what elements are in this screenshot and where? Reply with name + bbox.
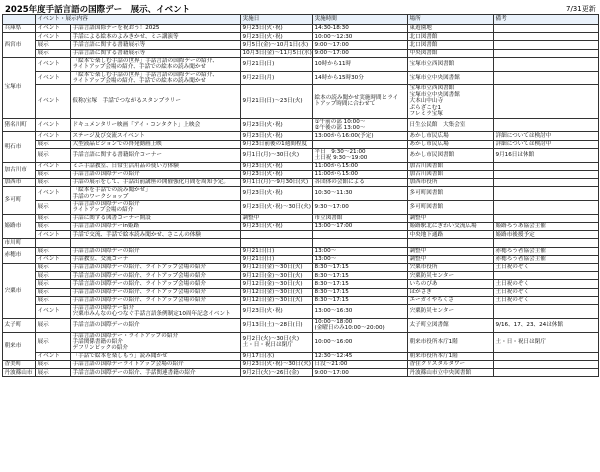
note-cell: 詳細については検討中 (494, 132, 599, 140)
table-row (3, 187, 599, 201)
date-cell: 9月21日(日) (241, 255, 313, 263)
place-cell: 加古川図書館 (408, 170, 494, 178)
content-cell (71, 57, 241, 71)
place-cell (408, 239, 494, 247)
note-cell (494, 304, 599, 318)
content-cell: 手話言語の国際デーの紹介、手話関連書籍の紹介 (71, 369, 241, 377)
date-cell: 9月23日(火･祝)～30日(火) (242, 361, 311, 368)
place-line: 宝塚市立西図書館 (409, 85, 455, 92)
note-cell (494, 214, 599, 222)
place-cell: 姫路駅北にぎわい交流広場 (408, 223, 494, 231)
time-cell (313, 231, 408, 239)
content-cell: 「手話で絵本を楽しもう」読み聞かせ (71, 352, 241, 360)
time-cell: 10:30～11:30 (313, 187, 408, 201)
date-cell (241, 231, 313, 239)
note-cell: 赤穂ろう者協会主催 (494, 255, 599, 263)
place-cell (408, 85, 494, 118)
time-cell: 9:00～17:00 (313, 369, 408, 377)
date-cell: 9月12日(金)～30日(火) (241, 288, 313, 296)
header-municipality (3, 15, 36, 25)
content-cell (71, 187, 241, 201)
content-cell: 手話言語に関する書籍展示等 (71, 41, 241, 49)
type-cell: イベント (36, 118, 71, 132)
type-cell: 展示 (36, 280, 71, 288)
note-cell: 詳細については検討中 (494, 140, 599, 148)
type-cell: 展示 (36, 178, 71, 186)
date-cell: 9月23日(火･祝) (241, 33, 313, 41)
place-cell: 香住クリスタルタワー (408, 361, 494, 369)
page-title: 2025年度手話言語の国際デー 展示、イベント (5, 5, 191, 15)
municipality-cell: 赤穂市 (3, 247, 36, 263)
note-cell: 土日祝のぞく (494, 280, 599, 288)
time-cell: 8:30～17:15 (313, 272, 408, 280)
note-cell (494, 41, 599, 49)
table-row (3, 296, 599, 304)
table-row (3, 288, 599, 296)
type-cell: 展示 (36, 49, 71, 57)
type-cell: 展示 (36, 288, 71, 296)
time-cell: 日没～21:00 (313, 361, 408, 369)
place-cell: 多可町図書館 (408, 201, 494, 215)
type-cell: イベント (36, 85, 71, 118)
type-cell: 展示 (36, 318, 71, 332)
time-cell (313, 118, 408, 132)
content-line: ライトアップ会場の紹介、手話での絵本の読み聞かせ (72, 78, 207, 85)
date-cell: 9月23日(火･祝) (241, 25, 313, 33)
time-cell: 8:30～17:15 (313, 288, 408, 296)
content-line: デフリンピックの紹介 (72, 345, 128, 352)
header-date: 実施日 (241, 15, 313, 25)
date-cell: 9月23日(火･祝) (241, 162, 313, 170)
type-cell: イベント (36, 304, 71, 318)
content-line: 「絵本で楽しむ手話の世界」手話言語の国際デーの紹介、 (72, 71, 218, 78)
municipality-cell: 姫路市 (3, 214, 36, 239)
time-cell: 8:30～17:15 (313, 280, 408, 288)
content-line: 宍粟市みんなの心つなぐ手話言語条例制定10周年記念イベント (72, 311, 231, 318)
type-cell: イベント (36, 187, 71, 201)
time-line: 絵本の読み聞かせ実施時間とライ (314, 95, 399, 102)
place-cell: 太子町立図書館 (408, 318, 494, 332)
date-line: 土・日・祝日は閉庁 (242, 342, 293, 349)
place-cell: あかし市民広場 (408, 140, 494, 148)
place-cell: 調整中 (408, 214, 494, 222)
table-row (3, 148, 599, 162)
place-cell: 北口図書館 (408, 41, 494, 49)
content-cell: 手話の展示をして、手話出前講座の開催強化月間を周知予定。 (71, 178, 241, 186)
content-cell (71, 304, 241, 318)
note-cell (494, 118, 599, 132)
time-line: ②午後の部 13:00～ (314, 124, 366, 131)
content-cell: ステージ及び交流スイベント (71, 132, 241, 140)
note-cell (494, 178, 599, 186)
place-cell: はがさぎ (408, 288, 494, 296)
place-line: ぷらざこむ1 (409, 104, 442, 111)
events-table (2, 14, 599, 377)
table-row (3, 201, 599, 215)
municipality-cell: 太子町 (3, 318, 36, 332)
place-line: フレミラ宝塚 (409, 111, 443, 118)
note-cell (494, 33, 599, 41)
time-cell: 13:00～17:00 (313, 223, 408, 231)
note-cell (494, 57, 599, 71)
place-cell: あかし市民図書館 (408, 148, 494, 162)
place-cell: 加西市役所 (408, 178, 494, 186)
time-cell (313, 140, 408, 148)
date-cell: 9月23日(火･祝) (241, 170, 313, 178)
type-cell: 展示 (36, 148, 71, 162)
municipality-cell: 宍粟市 (3, 263, 36, 318)
time-cell: 13:00～ (313, 247, 408, 255)
content-line: 「絵本を手話での読み聞かせ」 (72, 187, 151, 194)
table-row (3, 57, 599, 71)
table-row (3, 170, 599, 178)
content-line: 「絵本で楽しむ手話の世界」手話言語の国際デーの紹介、 (72, 57, 218, 64)
type-cell: イベント (36, 231, 71, 239)
note-cell: 姫路市後援予定 (494, 231, 599, 239)
content-cell: 手話言語の国際デーの紹介、ライトアップ会場の紹介 (71, 296, 241, 304)
type-cell: 展示 (36, 214, 71, 222)
table-header-row (3, 15, 599, 25)
place-line: 宝塚市立中央図書館 (409, 91, 460, 98)
content-cell (71, 332, 241, 352)
content-line: 手話のワークショップ (72, 193, 129, 200)
place-cell: 中央地下通路 (408, 231, 494, 239)
time-line: 土日祝 9:30～19:00 (314, 155, 368, 162)
time-cell (313, 148, 408, 162)
header-place: 場所 (408, 15, 494, 25)
municipality-cell: 朝来市 (3, 332, 36, 360)
table-row (3, 272, 599, 280)
date-line: 9月2日(火)～30日(火) (242, 335, 300, 342)
type-cell (36, 239, 71, 247)
place-cell: 東遊園地 (408, 25, 494, 33)
type-cell: 展示 (36, 272, 71, 280)
place-cell: 宍粟市役所 (408, 263, 494, 271)
table-row (3, 255, 599, 263)
content-cell: 手話言語の国際デーの紹介 (71, 247, 241, 255)
content-cell: 手話による絵本のよみきかせ、ミニ講演等 (71, 33, 241, 41)
note-cell (494, 201, 599, 215)
date-cell (241, 239, 313, 247)
table-row (3, 178, 599, 186)
date-cell: 9月23日(火･祝)～30日(火) (241, 201, 313, 215)
table-row (3, 223, 599, 231)
content-cell: 手話言語に関する書籍紹介コーナー (71, 148, 241, 162)
date-cell: 9月23日(火･祝) (241, 223, 313, 231)
time-cell: 11:00から15:00 (313, 162, 408, 170)
header-note: 備考 (494, 15, 599, 25)
date-cell: 9月12日(金)～30日(火) (241, 296, 313, 304)
table-row (3, 25, 599, 33)
content-cell: 手話言語の国際デーの紹介、ライトアップ会場の紹介 (71, 272, 241, 280)
content-cell: ドキュメンタリー映画「アイ・コンタクト」上映会 (71, 118, 241, 132)
table-row (3, 318, 599, 332)
content-line: ライトアップ会場の紹介、手話での絵本の読み聞かせ (72, 64, 207, 71)
place-cell: 宍粟防災センター (408, 304, 494, 318)
date-cell: 9月21日(日)～23日(火) (241, 85, 313, 118)
time-cell: 13:00から16:00(予定) (313, 132, 408, 140)
type-cell: イベント (36, 162, 71, 170)
type-cell: イベント (36, 71, 71, 85)
type-cell: イベント (36, 352, 71, 360)
note-cell (494, 71, 599, 85)
content-cell: ミニ手話教室、日常生活用品の使い方体験 (71, 162, 241, 170)
note-cell (494, 49, 599, 57)
note-cell (494, 272, 599, 280)
type-cell: イベント (36, 132, 71, 140)
note-cell (494, 25, 599, 33)
place-cell: いちのぴあ (408, 280, 494, 288)
content-cell: 手話言語の国際デーの紹介、ライトアップ会場の紹介 (71, 263, 241, 271)
content-cell: 手話言語の国際デーの紹介 (71, 318, 241, 332)
date-cell: 9月23日(火･祝) (241, 118, 313, 132)
table-row (3, 352, 599, 360)
note-cell (494, 369, 599, 377)
table-row (3, 71, 599, 85)
time-line: ①午前の部 10:00～ (314, 118, 366, 125)
place-cell: 多可町図書館 (408, 187, 494, 201)
place-cell: 宍粟防災センター (408, 272, 494, 280)
type-cell: イベント (36, 57, 71, 71)
table-row (3, 239, 599, 247)
municipality-cell: 明石市 (3, 132, 36, 162)
content-cell: 手話言語の国際デーライトアップ会場の紹介 (71, 361, 241, 369)
time-cell: 8:30～17:15 (313, 296, 408, 304)
date-cell: 9月12日(金)～30日(火) (241, 263, 313, 271)
place-cell: 調整中 (408, 255, 494, 263)
table-row (3, 214, 599, 222)
place-cell: あかし市民広場 (408, 132, 494, 140)
type-cell: 展示 (36, 201, 71, 215)
table-row (3, 247, 599, 255)
time-cell (313, 318, 408, 332)
table-row (3, 132, 599, 140)
municipality-cell: 西宮市 (3, 33, 36, 58)
note-cell: 9/16、17、23、24は休館 (494, 318, 599, 332)
time-cell: 14:30-18:30 (313, 25, 408, 33)
place-line: 大本山中山寺 (409, 98, 444, 105)
content-cell: 手話で交流、手話で絵本読み聞かせ、さこんの体験 (71, 231, 241, 239)
date-cell (241, 332, 313, 352)
type-cell: 展示 (36, 247, 71, 255)
municipality-cell: 香美町 (3, 361, 36, 369)
table-row (3, 85, 599, 118)
date-cell: 調整中 (241, 214, 313, 222)
content-cell: 手話に関する図書コーナー開設 (71, 214, 241, 222)
content-cell: 手話言語の国際デーの紹介、ライトアップ会場の紹介 (71, 288, 241, 296)
content-line: 手話関係書籍の紹介 (72, 339, 123, 346)
table-row (3, 304, 599, 318)
place-cell: 朝来市役所本庁1階 (408, 332, 494, 352)
content-cell: 仮称)宝塚 手話でつながるスタンプラリー (71, 85, 241, 118)
table-row (3, 231, 599, 239)
content-line: 手話言語の国際デー紹介 (72, 304, 135, 311)
place-cell: 調整中 (408, 247, 494, 255)
time-cell (313, 85, 408, 118)
time-cell: 9:00～17:00 (313, 49, 408, 57)
date-cell: 9月1日(月)～30日(火) (241, 148, 313, 162)
time-cell: 12:30～12:45 (313, 352, 408, 360)
header-content: イベント・展示内容 (36, 15, 241, 25)
time-line: トアップ時間に合わせて (314, 101, 376, 108)
time-cell: 9:00～17:00 (313, 41, 408, 49)
time-cell: 9:30～17:00 (313, 201, 408, 215)
type-cell: 展示 (36, 263, 71, 271)
date-cell: 9月23日(火･祝) (241, 132, 313, 140)
time-cell: 各団体の会館による (313, 178, 408, 186)
note-cell: 9月16日は休館 (494, 148, 599, 162)
date-cell: 9月17日(水) (241, 352, 313, 360)
date-cell: 9月23日(火･祝) (241, 187, 313, 201)
type-cell: 展示 (36, 369, 71, 377)
type-cell: イベント (36, 25, 71, 33)
content-cell: 手話言語の国際デーの紹介 (71, 170, 241, 178)
table-row (3, 118, 599, 132)
time-cell: 11:00から15:00 (313, 170, 408, 178)
date-cell: 9月21日(日) (241, 57, 313, 71)
content-line: ライトアップ会場の紹介 (72, 207, 134, 214)
type-cell: 展示 (36, 140, 71, 148)
note-cell: 姫路ろうあ協会主催 (494, 223, 599, 231)
place-cell: 中央図書館 (408, 49, 494, 57)
table-row (3, 162, 599, 170)
content-line: 手話言語の国際デー・ライトアップの紹介 (72, 332, 179, 339)
note-cell (494, 352, 599, 360)
type-cell: 展示 (36, 223, 71, 231)
municipality-cell: 猪名川町 (3, 118, 36, 132)
municipality-cell: 多可町 (3, 187, 36, 215)
type-cell: 展示 (36, 296, 71, 304)
content-cell: 手話言語の国際デーin姫路 (71, 223, 241, 231)
time-cell: 14時から15時30分 (313, 71, 408, 85)
time-cell: 13:00～ (313, 255, 408, 263)
table-row (3, 280, 599, 288)
content-cell: 大型液晶ビジョンでの啓発動画上映 (71, 140, 241, 148)
municipality-cell: 宝塚市 (3, 57, 36, 118)
content-cell (71, 71, 241, 85)
content-cell: 手話教室、交流コーナ (71, 255, 241, 263)
date-cell: 9月2日(火)～26日(金) (241, 369, 313, 377)
note-cell (494, 187, 599, 201)
time-cell: 10:00～12:30 (313, 33, 408, 41)
content-line: 手話言語の国際デーの紹介 (72, 201, 140, 208)
content-cell: 手話言語の国際デーの紹介、ライトアップ会場の紹介 (71, 280, 241, 288)
header-time: 実施時間 (313, 15, 408, 25)
content-cell (71, 201, 241, 215)
type-cell: イベント (36, 33, 71, 41)
note-cell: 土日祝のぞく (494, 288, 599, 296)
date-cell: 9月12日(金)～30日(火) (241, 272, 313, 280)
table-row (3, 369, 599, 377)
date-cell: 9月21日(日) (241, 247, 313, 255)
note-cell: 赤穂ろう者協会主催 (494, 247, 599, 255)
type-cell: 展示 (36, 41, 71, 49)
type-cell: 展示 (36, 170, 71, 178)
date-cell: 9月5日(金)～10月1日(水) (241, 41, 313, 49)
note-cell: 土日祝のぞく (494, 296, 599, 304)
updated-date: 7/31更新 (566, 5, 596, 13)
note-cell (494, 162, 599, 170)
content-cell: 手話言語国際デーを祝おう！2025 (71, 25, 241, 33)
type-cell: イベント (36, 255, 71, 263)
municipality-cell: 加古川市 (3, 162, 36, 178)
time-line: 平日 9:30～21:00 (314, 148, 366, 155)
place-cell: 宝塚市立中央図書館 (408, 71, 494, 85)
municipality-cell: 市川町 (3, 239, 36, 247)
date-cell: 9月1日(月)～9月30日(火) (241, 178, 313, 186)
note-cell (494, 361, 599, 369)
date-cell: 10月3日(金)～11月5日(水) (242, 49, 312, 56)
table-row (3, 263, 599, 271)
note-cell (494, 85, 599, 118)
place-cell: 北口図書館 (408, 33, 494, 41)
place-cell: エーガイやちくさ (408, 296, 494, 304)
table-row (3, 332, 599, 352)
date-cell: 9月23日前後の1週間程度 (241, 140, 313, 148)
date-cell: 9月23日(火･祝) (241, 304, 313, 318)
table-row (3, 33, 599, 41)
date-cell: 9月13日(土)～28日(日) (241, 318, 313, 332)
place-cell: 日生公民館 大集会室 (408, 118, 494, 132)
time-cell: 市立図書館 (313, 214, 408, 222)
time-cell: 10:00～16:00 (313, 332, 408, 352)
note-cell (494, 239, 599, 247)
place-cell: 朝来市役所本庁1階 (408, 352, 494, 360)
table-row (3, 140, 599, 148)
place-cell: 丹波篠山市立中央図書館 (408, 369, 494, 377)
time-line: (金曜日のみ10:00～20:00) (314, 325, 385, 332)
note-cell (494, 170, 599, 178)
content-cell (71, 239, 241, 247)
time-cell (313, 239, 408, 247)
place-cell: 加古川図書館 (408, 162, 494, 170)
time-cell: 13:00～16:30 (313, 304, 408, 318)
time-cell: 10時から11時 (313, 57, 408, 71)
place-cell: 宝塚市立西図書館 (408, 57, 494, 71)
note-cell: 土日祝のぞく (494, 263, 599, 271)
table-row (3, 361, 599, 369)
type-cell: 展示 (36, 332, 71, 352)
content-cell: 手話言語に関する書籍展示等 (71, 49, 241, 57)
note-cell: 土・日・祝日は閉庁 (494, 332, 599, 352)
municipality-cell: 丹波篠山市 (3, 369, 36, 377)
table-row (3, 41, 599, 49)
type-cell: 展示 (36, 361, 71, 369)
date-cell: 9月12日(金)～30日(火) (241, 280, 313, 288)
time-cell: 8:30～17:15 (313, 263, 408, 271)
date-cell: 9月22日(月) (241, 71, 313, 85)
table-row (3, 49, 599, 57)
time-line: 10:00～18:00 (314, 318, 353, 325)
municipality-cell: 加西市 (3, 178, 36, 186)
municipality-cell: 兵庫県 (3, 25, 36, 33)
